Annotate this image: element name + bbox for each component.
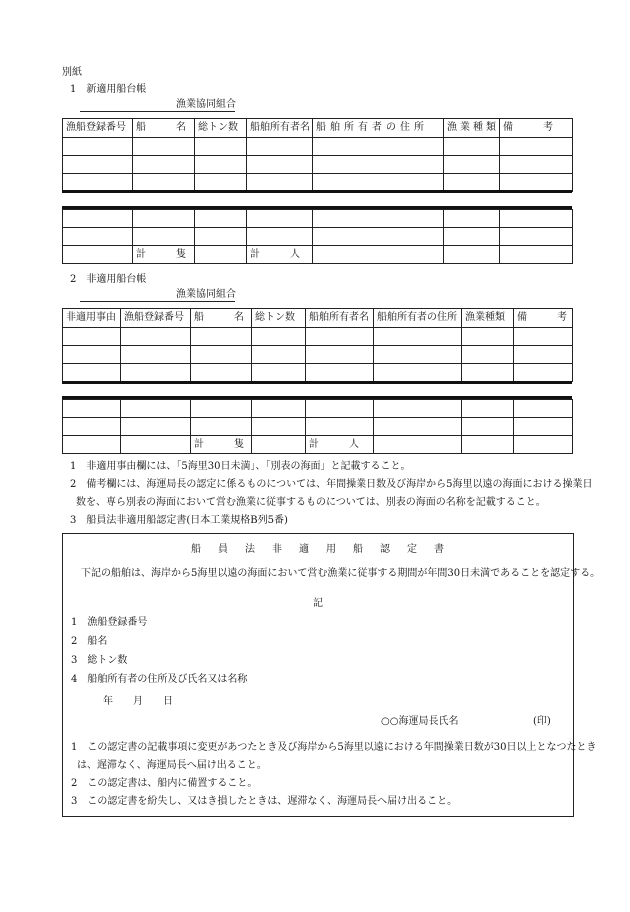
table-row bbox=[63, 174, 573, 192]
table-row bbox=[63, 228, 573, 246]
seal-mark: (印) bbox=[533, 716, 551, 727]
col-header: 漁船登録番号 bbox=[63, 119, 133, 138]
date-line: 年 月 日 bbox=[103, 696, 173, 707]
col-header: 船 名 bbox=[191, 309, 252, 328]
ship-count-label: 計 隻 bbox=[133, 246, 195, 264]
col-header: 船舶所有者名 bbox=[306, 309, 374, 328]
table-break-line bbox=[62, 190, 572, 193]
association-name-line-1 bbox=[80, 100, 235, 112]
certificate-box bbox=[62, 533, 601, 817]
issuer-name: ○○海運局長氏名 bbox=[381, 716, 459, 727]
table-row bbox=[63, 400, 573, 418]
table-break-line bbox=[62, 381, 572, 384]
cert-item-4: 4 船舶所有者の住所及び氏名又は名称 bbox=[71, 674, 248, 685]
new-ship-register-table-top bbox=[62, 118, 573, 192]
table-row bbox=[63, 418, 573, 436]
note-2b: 数を、専ら別表の海面において営む漁業に従事するものについては、別表の海面の名称を記載すること。 bbox=[76, 497, 546, 508]
cert-item-3: 3 総トン数 bbox=[71, 655, 128, 666]
table-row bbox=[63, 436, 573, 454]
col-header: 漁船登録番号 bbox=[121, 309, 191, 328]
col-header: 漁業種類 bbox=[444, 119, 500, 138]
col-header: 総トン数 bbox=[252, 309, 306, 328]
note-1: 1 非適用事由欄には、「5海里30日未満」、「別表の海面」と記載すること。 bbox=[70, 461, 411, 472]
certificate-title: 船員法非適用船認定書 bbox=[191, 544, 461, 555]
ki-label: 記 bbox=[313, 598, 323, 609]
cert-footnote-3: 3 この認定書を紛失し、又はき損したときは、遅滞なく、海運局長へ届け出ること。 bbox=[71, 796, 458, 807]
person-count-label: 計 人 bbox=[306, 436, 374, 454]
table-row bbox=[63, 210, 573, 228]
col-header: 漁業種類 bbox=[462, 309, 514, 328]
new-ship-register-table-bottom bbox=[62, 209, 573, 264]
cert-footnote-1b: は、遅滞なく、海運局長へ届け出ること。 bbox=[77, 760, 267, 771]
cert-item-2: 2 船名 bbox=[71, 636, 108, 647]
note-3: 3 船員法非適用船認定書(日本工業規格B列5番) bbox=[70, 515, 288, 526]
col-header: 非適用事由 bbox=[63, 309, 121, 328]
col-header: 船舶所有者名 bbox=[247, 119, 313, 138]
cert-item-1: 1 漁船登録番号 bbox=[71, 617, 148, 628]
col-header: 総トン数 bbox=[195, 119, 247, 138]
table-row bbox=[63, 156, 573, 174]
non-applicable-register-table-top bbox=[62, 308, 573, 382]
col-header: 船 名 bbox=[133, 119, 195, 138]
col-header: 船舶所有者の住所 bbox=[374, 309, 462, 328]
table-row bbox=[63, 346, 573, 364]
cert-footnote-1: 1 この認定書の記載事項に変更があつたとき及び海岸から5海里以遠における年間操業日数が30日以上となつたとき bbox=[71, 742, 597, 753]
col-header: 備 考 bbox=[500, 119, 573, 138]
col-header: 備 考 bbox=[514, 309, 573, 328]
attachment-label: 別紙 bbox=[62, 67, 82, 78]
table-row bbox=[63, 364, 573, 382]
certificate-body: 下記の船舶は、海岸から5海里以遠の海面において営む漁業に従事する期間が年間30日未満であることを認定する。 bbox=[81, 568, 601, 579]
association-name-line-2 bbox=[80, 290, 235, 302]
association-label-2: 漁業協同組合 bbox=[176, 289, 236, 300]
ship-count-label: 計 隻 bbox=[191, 436, 252, 454]
cert-footnote-2: 2 この認定書は、船内に備置すること。 bbox=[71, 778, 258, 789]
person-count-label: 計 人 bbox=[247, 246, 313, 264]
section2-heading: 2 非適用船台帳 bbox=[70, 274, 147, 285]
table-row bbox=[63, 328, 573, 346]
section1-heading: 1 新適用船台帳 bbox=[70, 84, 147, 95]
association-label-1: 漁業協同組合 bbox=[176, 99, 236, 110]
table-row bbox=[63, 246, 573, 264]
note-2a: 2 備考欄には、海運局長の認定に係るものについては、年間操業日数及び海岸から5海里以遠の海面における操業日 bbox=[70, 479, 593, 490]
col-header: 船舶所有者の住所 bbox=[313, 119, 444, 138]
non-applicable-register-table-bottom bbox=[62, 399, 573, 454]
table-row bbox=[63, 138, 573, 156]
